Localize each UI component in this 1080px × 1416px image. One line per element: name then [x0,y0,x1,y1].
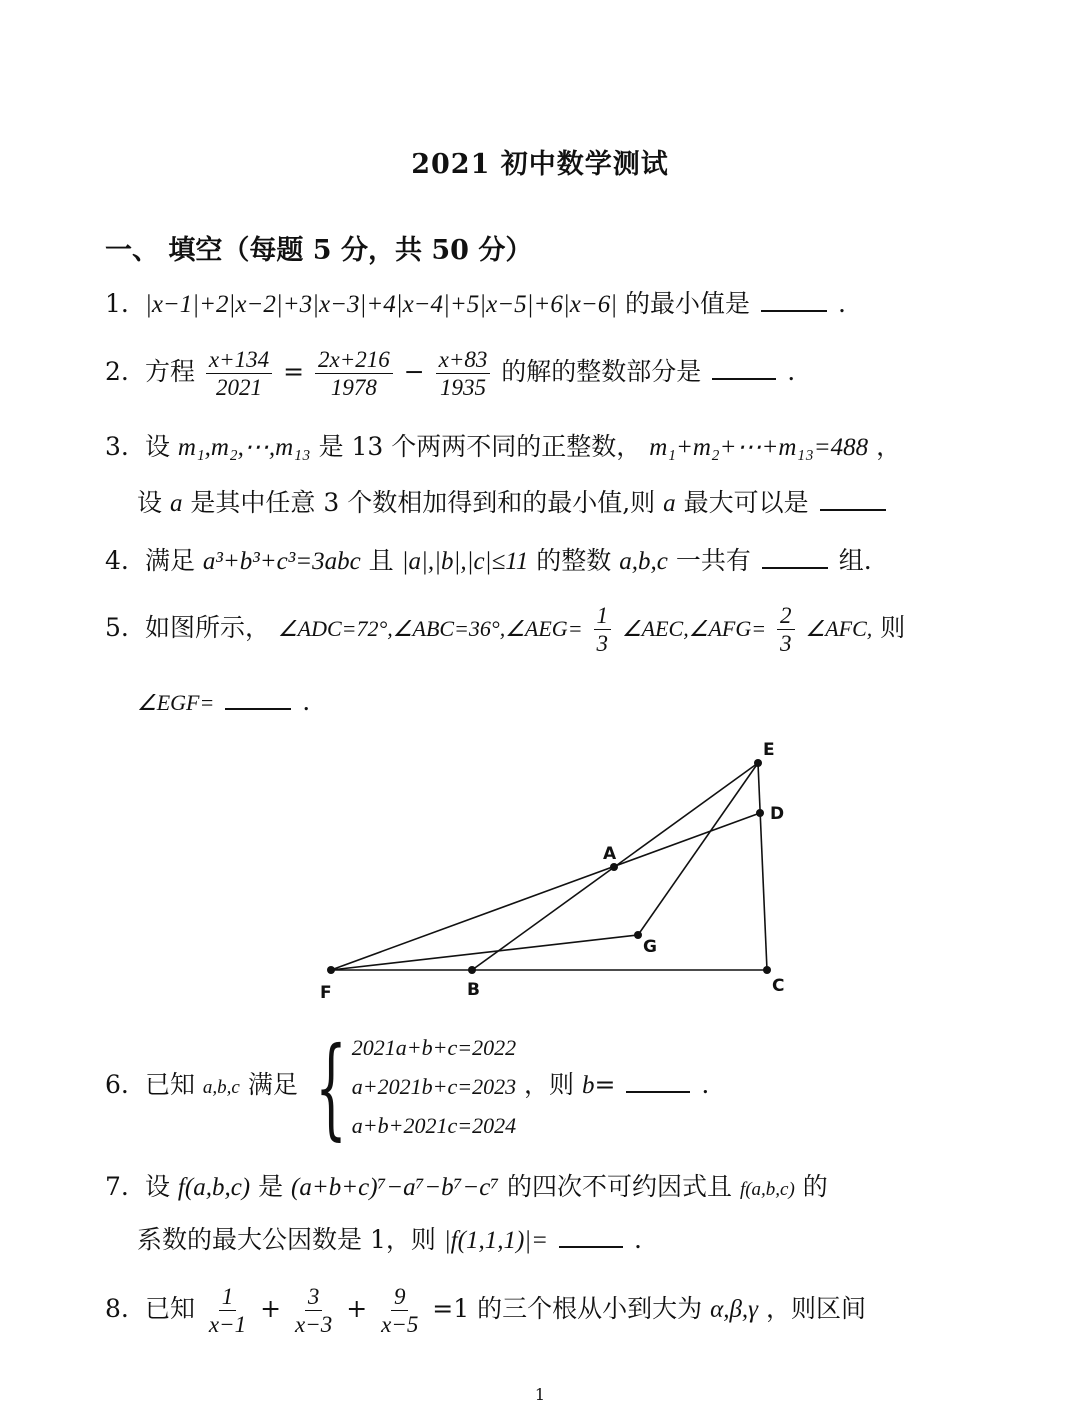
point-F [327,966,335,974]
math-expression: m₁,m₂,⋯,m₁₃ [177,434,311,461]
system-lines [352,1028,516,1145]
question-8 [105,1283,866,1338]
question-3-line-2 [137,487,889,519]
math-expression: (a+b+c)⁷−a⁷−b⁷−c⁷ [291,1174,500,1201]
question-number: 2. [105,357,129,386]
question-text: 设 [144,432,170,461]
math-expression: ∠EGF= [137,690,215,715]
equation-1: 2021a+b+c=2022 [351,1035,517,1060]
plus-sign: + [260,1294,282,1323]
fraction [206,1283,249,1338]
denominator: 1978 [330,375,377,400]
end-mark: 组. [838,546,872,575]
end-mark: . [633,1225,642,1254]
question-text: ，则 [524,1070,575,1099]
question-text: 一共有 [675,546,751,575]
question-text: 且 [368,546,394,575]
answer-blank [559,1224,623,1248]
question-text: 是 [258,1172,284,1201]
question-lead: 方程 [144,357,195,386]
label-A: A [603,844,617,864]
question-text: 的四次不可约因式且 [506,1172,732,1201]
equation-3: a+b+2021c=2024 [351,1113,517,1138]
section-heading: 一、 填空（每题 5 分，共 50 分） [105,235,533,266]
question-7-line-2 [137,1224,642,1256]
left-brace: { [315,1022,347,1151]
denominator: x−5 [381,1312,419,1337]
question-number: 1. [105,289,129,318]
question-text: 则 [880,613,906,642]
question-4 [105,545,872,577]
plus-sign: + [346,1294,368,1323]
point-C [763,966,771,974]
question-3-line-1 [105,432,901,463]
question-lead: 设 [144,1172,170,1201]
point-A [610,863,618,871]
equals-sign: = [283,357,305,386]
math-variables: a,b,c [202,1077,240,1098]
denominator: 3 [596,631,608,656]
question-number: 3. [105,432,129,461]
math-variable: a [663,490,676,517]
question-text: ， [876,432,902,461]
question-7-line-1 [105,1172,828,1205]
question-5-line-1 [105,602,905,657]
denominator: 3 [780,631,792,656]
denominator: 1935 [439,375,486,400]
page-title: 2021 初中数学测试 [411,149,669,180]
end-mark: . [837,289,846,318]
fraction [594,602,612,657]
numerator: 2x+216 [315,346,393,374]
question-text: ，则区间 [765,1294,866,1323]
line-FD [331,813,760,970]
numerator: 1 [219,1283,237,1311]
page-number: 1 [534,1385,546,1404]
question-lead: 已知 [144,1070,195,1099]
fraction [292,1283,335,1338]
numerator: x+83 [436,346,491,374]
answer-blank [626,1069,690,1093]
numerator: 3 [305,1283,323,1311]
label-B: B [467,980,480,1000]
math-expression: |x−1|+2|x−2|+3|x−3|+4|x−4|+5|x−5|+6|x−6| [144,291,618,318]
math-expression: ∠ADC=72°,∠ABC=36°,∠AEG= [277,616,583,641]
math-variable: a [169,490,183,517]
question-text: 的 [802,1172,828,1201]
question-lead: 如图所示， [144,613,270,642]
math-expression: a³+b³+c³=3abc [202,548,361,575]
math-expression: |f(1,1,1)|= [443,1227,549,1254]
question-text: 的最小值是 [625,289,751,318]
question-text: 设 [137,488,163,517]
math-variables: a,b,c [619,548,668,575]
answer-blank [225,686,291,710]
fraction [777,602,795,657]
math-expression: ∠AFC, [805,616,873,641]
question-number: 4. [105,546,129,575]
geometry-figure [300,725,820,1010]
question-1 [105,288,846,320]
math-variable: b [582,1072,595,1099]
math-function: f(a,b,c) [177,1174,251,1201]
numerator: 2 [777,602,795,630]
question-text: 系数的最大公因数是 1，则 [137,1225,436,1254]
equals-sign: =1 [432,1294,470,1323]
question-number: 6. [105,1070,129,1099]
answer-blank [762,545,828,569]
end-mark: . [701,1070,710,1099]
denominator: 2021 [216,375,263,400]
label-D: D [770,804,785,824]
question-text: 最大可以是 [683,488,809,517]
math-function: f(a,b,c) [739,1179,795,1200]
end-mark: . [302,687,311,716]
question-text: 是其中任意 3 个数相加得到和的最小值,则 [190,488,656,517]
question-text: 满足 [247,1070,298,1099]
question-text: 的整数 [536,546,612,575]
point-D [756,809,764,817]
question-number: 7. [105,1172,129,1201]
label-F: F [320,983,332,1003]
numerator: 1 [594,602,612,630]
end-mark: . [787,357,796,386]
question-lead: 满足 [144,546,195,575]
question-text: 是 13 个两两不同的正整数， [318,432,642,461]
answer-blank [820,487,886,511]
fraction [436,346,491,401]
point-B [468,966,476,974]
question-text: 的解的整数部分是 [501,357,702,386]
question-5-line-2 [137,686,310,718]
math-expression: |a|,|b|,|c|≤11 [401,548,529,575]
equation-2: a+2021b+c=2023 [351,1074,517,1099]
numerator: x+134 [206,346,272,374]
equals-sign: = [594,1070,616,1099]
math-expression: m₁+m₂+⋯+m₁₃=488 [649,434,869,461]
line-EG [638,763,758,935]
point-G [634,931,642,939]
denominator: x−1 [208,1312,247,1337]
answer-blank [712,356,776,380]
fraction [315,346,393,401]
label-C: C [772,976,785,996]
question-text: 的三个根从小到大为 [477,1294,703,1323]
question-number: 5. [105,613,129,642]
minus-sign: − [403,357,425,386]
question-2 [105,346,795,401]
numerator: 9 [391,1283,409,1311]
question-lead: 已知 [144,1294,195,1323]
math-variables: α,β,γ [710,1296,759,1323]
fraction [378,1283,421,1338]
fraction [206,346,272,401]
answer-blank [761,288,827,312]
label-G: G [643,937,657,957]
question-6 [105,1022,710,1151]
equation-system [306,1022,517,1151]
math-expression: ∠AEC,∠AFG= [621,616,767,641]
label-E: E [763,740,775,760]
denominator: x−3 [295,1312,333,1337]
point-E [754,759,762,767]
line-EC [758,763,767,970]
question-number: 8. [105,1294,129,1323]
